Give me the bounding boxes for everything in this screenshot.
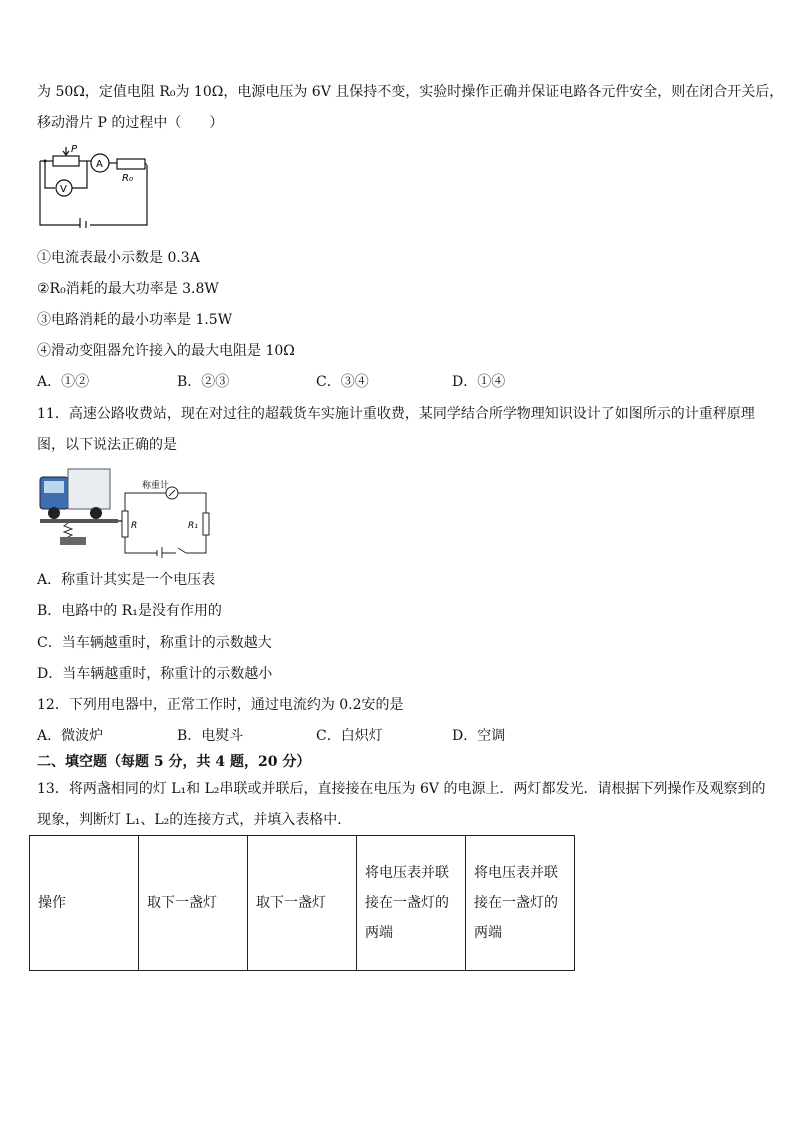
- table-row: [30, 836, 575, 971]
- q10-label-voltmeter: V: [60, 184, 67, 195]
- q11-option-a[interactable]: A．称重计其实是一个电压表: [37, 572, 216, 588]
- q10-statement-4: ④滑动变阻器允许接入的最大电阻是 10Ω: [37, 343, 295, 359]
- q11-option-d[interactable]: D．当车辆越重时，称重计的示数越小: [37, 666, 273, 682]
- q12-option-d[interactable]: D．空调: [452, 728, 506, 744]
- q10-circuit-diagram: [35, 143, 155, 228]
- q12-option-b[interactable]: B．电熨斗: [177, 728, 244, 744]
- q10-label-r0: R₀: [122, 173, 133, 184]
- q12-stem: 12．下列用电器中，正常工作时，通过电流约为 0.2安的是: [37, 697, 404, 713]
- section-2-title: 二、填空题（每题 5 分，共 4 题，20 分）: [37, 754, 311, 770]
- q11-stem-line1: 11．高速公路收费站，现在对过往的超载货车实施计重收费，某同学结合所学物理知识设计了如图所示的计重秤原理: [37, 406, 755, 422]
- q10-label-p: P: [71, 144, 78, 155]
- q13-stem-line2: 现象，判断灯 L₁、L₂的连接方式，并填入表格中．: [37, 812, 352, 828]
- q11-option-b[interactable]: B．电路中的 R₁是没有作用的: [37, 603, 222, 619]
- q13-answer-table: [29, 835, 575, 971]
- q10-option-a[interactable]: A．①②: [37, 374, 90, 390]
- q11-stem-line2: 图，以下说法正确的是: [37, 437, 177, 453]
- q10-option-c[interactable]: C．③④: [316, 374, 369, 390]
- q10-option-d[interactable]: D．①④: [452, 374, 506, 390]
- q11-option-c[interactable]: C．当车辆越重时，称重计的示数越大: [37, 635, 272, 651]
- q11-weighing-figure: [38, 463, 213, 558]
- q10-statement-2: ②R₀消耗的最大功率是 3.8W: [37, 281, 219, 297]
- q10-statement-3: ③电路消耗的最小功率是 1.5W: [37, 312, 233, 328]
- table-cell-operation: 操作: [30, 836, 139, 971]
- q10-stem-line2: 移动滑片 P 的过程中（ ）: [37, 115, 224, 131]
- q12-option-c[interactable]: C．白炽灯: [316, 728, 383, 744]
- q12-option-a[interactable]: A．微波炉: [37, 728, 104, 744]
- q13-stem-line1: 13．将两盏相同的灯 L₁和 L₂串联或并联后，直接接在电压为 6V 的电源上．两灯都发光．请根据下列操作及观察到的: [37, 781, 766, 797]
- table-cell-remove-lamp-1: 取下一盏灯: [139, 836, 248, 971]
- q11-label-meter: 称重计: [142, 481, 170, 491]
- q11-label-r1: R₁: [188, 521, 198, 531]
- table-cell-voltmeter-2: 将电压表并联接在一盏灯的两端: [466, 836, 575, 971]
- table-cell-voltmeter-1: 将电压表并联接在一盏灯的两端: [357, 836, 466, 971]
- q10-option-b[interactable]: B．②③: [177, 374, 230, 390]
- table-cell-remove-lamp-2: 取下一盏灯: [248, 836, 357, 971]
- q10-label-ammeter: A: [96, 159, 103, 170]
- q10-statement-1: ①电流表最小示数是 0.3A: [37, 250, 200, 266]
- q11-label-r: R: [131, 521, 138, 531]
- q10-stem-line1: 为 50Ω，定值电阻 R₀为 10Ω，电源电压为 6V 且保持不变，实验时操作正确并保证电路各元件安全，则在闭合开关后，: [37, 84, 784, 100]
